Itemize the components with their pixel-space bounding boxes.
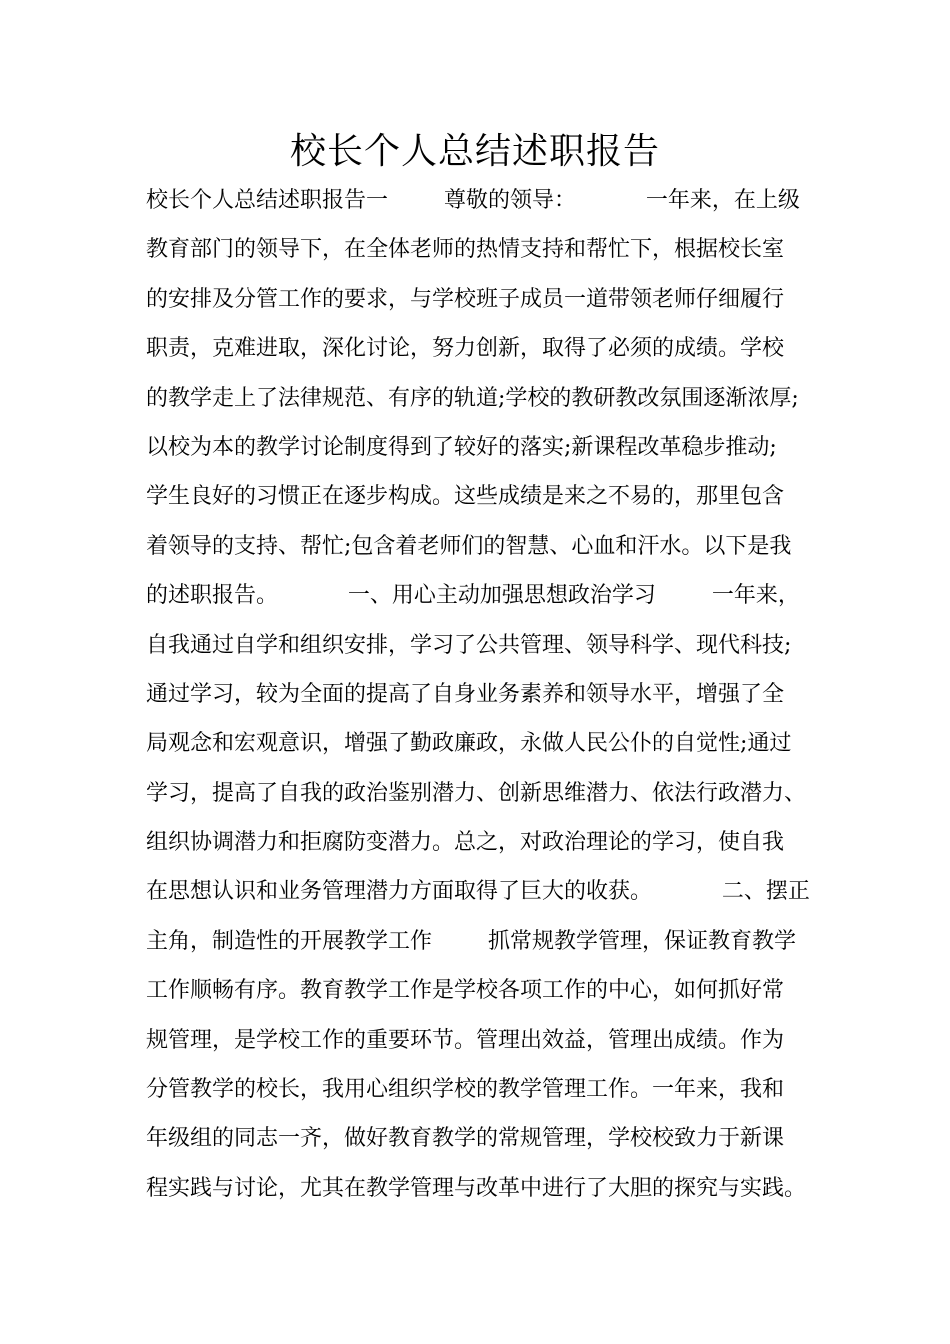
body-line: 主角，制造性的开展教学工作 抓常规教学管理，保证教育教学: [146, 928, 796, 954]
body-line: 学习，提高了自我的政治鉴别潜力、创新思维潜力、依法行政潜力、: [146, 780, 807, 806]
body-line: 的教学走上了法律规范、有序的轨道;学校的教研教改氛围逐渐浓厚;: [146, 385, 799, 411]
body-line: 工作顺畅有序。教育教学工作是学校各项工作的中心，如何抓好常: [146, 978, 785, 1004]
body-line: 着领导的支持、帮忙;包含着老师们的智慧、心血和汗水。以下是我: [146, 533, 792, 559]
body-line: 程实践与讨论，尤其在教学管理与改革中进行了大胆的探究与实践。: [146, 1175, 807, 1201]
body-line: 教育部门的领导下，在全体老师的热情支持和帮忙下，根据校长室: [146, 237, 785, 263]
body-line: 学生良好的习惯正在逐步构成。这些成绩是来之不易的，那里包含: [146, 484, 785, 510]
body-line: 的安排及分管工作的要求，与学校班子成员一道带领老师仔细履行: [146, 286, 785, 312]
body-line: 规管理，是学校工作的重要环节。管理出效益，管理出成绩。作为: [146, 1027, 785, 1053]
body-line: 通过学习，较为全面的提高了自身业务素养和领导水平，增强了全: [146, 681, 785, 707]
body-line: 年级组的同志一齐，做好教育教学的常规管理，学校校致力于新课: [146, 1126, 785, 1152]
document-title: 校长个人总结述职报告: [289, 131, 660, 172]
body-line: 组织协调潜力和拒腐防变潜力。总之，对政治理论的学习，使自我: [146, 830, 785, 856]
body-line: 以校为本的教学讨论制度得到了较好的落实;新课程改革稳步推动;: [146, 434, 777, 460]
body-line: 局观念和宏观意识，增强了勤政廉政，永做人民公仆的自觉性;通过: [146, 731, 792, 757]
document-body: [146, 176, 826, 1213]
body-line: 的述职报告。 一、用心主动加强思想政治学习 一年来，: [146, 583, 800, 609]
body-line: 校长个人总结述职报告一 尊敬的领导： 一年来，在上级: [146, 188, 800, 213]
body-line: 分管教学的校长，我用心组织学校的教学管理工作。一年来，我和: [146, 1077, 785, 1103]
body-line: 在思想认识和业务管理潜力方面取得了巨大的收获。 二、摆正: [146, 879, 810, 905]
body-line: 职责，克难进取，深化讨论，努力创新，取得了必须的成绩。学校: [146, 336, 785, 362]
body-line: 自我通过自学和组织安排，学习了公共管理、领导科学、现代科技;: [146, 632, 792, 658]
